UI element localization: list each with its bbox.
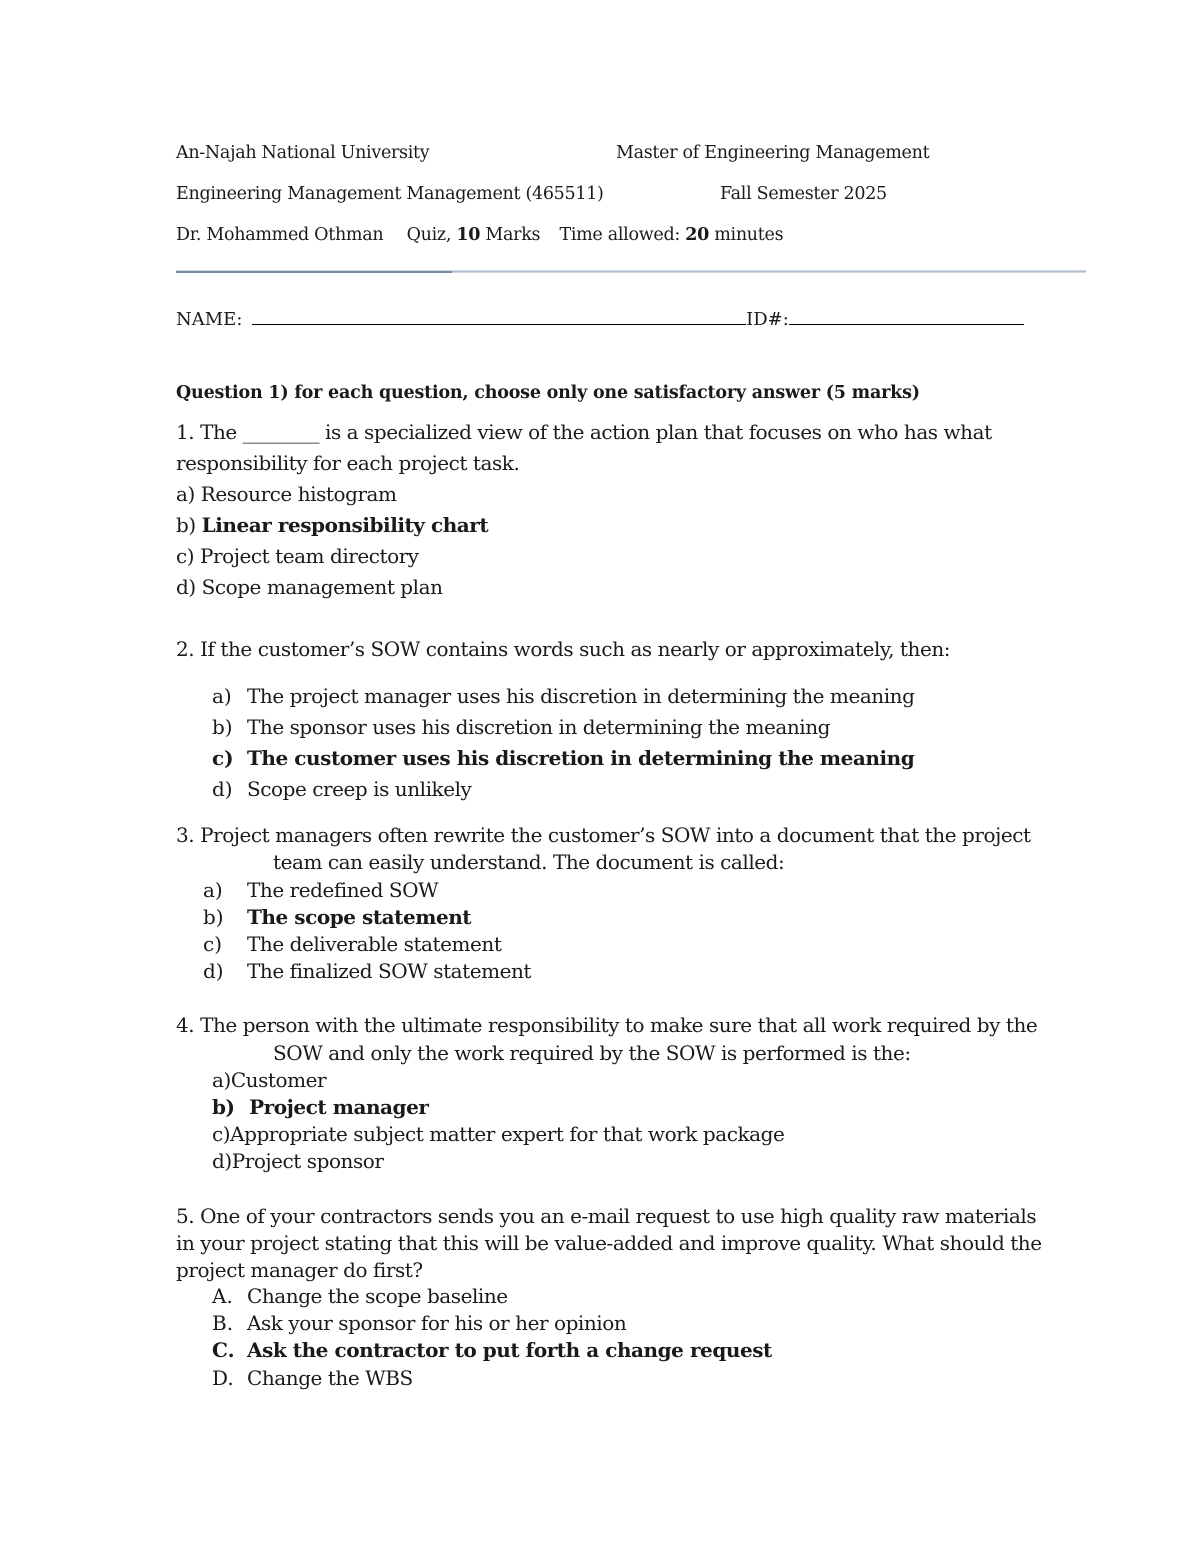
id-label: ID#: xyxy=(746,309,789,330)
q3-option-b-text: The scope statement xyxy=(247,905,472,929)
id-field[interactable] xyxy=(789,306,1024,325)
q4-option-b-letter: b) xyxy=(212,1095,235,1119)
quiz-label: Quiz, xyxy=(406,225,452,245)
q5-option-c-letter: C. xyxy=(212,1338,235,1362)
q5-option-b-text: Ask your sponsor for his or her opinion xyxy=(247,1311,627,1335)
q1-stem-line2: responsibility for each project task. xyxy=(176,451,520,475)
quiz-marks: 10 xyxy=(456,225,481,245)
q1-option-a: a) Resource histogram xyxy=(176,482,397,506)
q4-option-a: a)Customer xyxy=(212,1068,327,1092)
q2-option-c-text: The customer uses his discretion in determining the meaning xyxy=(247,746,915,770)
q2-option-b-text: The sponsor uses his discretion in determining the meaning xyxy=(247,715,830,739)
q3-option-a-text: The redefined SOW xyxy=(247,878,439,902)
q5-stem-line1: 5. One of your contractors sends you an e-mail request to use high quality raw materials xyxy=(176,1204,1037,1228)
q3-option-b-letter: b) xyxy=(203,905,224,929)
q5-option-a-letter: A. xyxy=(212,1284,233,1308)
q2-option-a-text: The project manager uses his discretion in determining the meaning xyxy=(247,684,915,708)
q2-option-c-letter: c) xyxy=(212,746,234,770)
q2-stem: 2. If the customer’s SOW contains words such as nearly or approximately, then: xyxy=(176,637,951,661)
q5-option-a-text: Change the scope baseline xyxy=(247,1284,508,1308)
name-id-row xyxy=(176,306,1024,330)
q3-stem-line2: team can easily understand. The document is called: xyxy=(273,850,785,874)
q3-option-a-letter: a) xyxy=(203,878,223,902)
instructor-line xyxy=(176,225,783,245)
q3-stem-line1: 3. Project managers often rewrite the customer’s SOW into a document that the project xyxy=(176,823,1031,847)
q4-stem-line1: 4. The person with the ultimate responsibility to make sure that all work required by the xyxy=(176,1013,1038,1037)
program-name: Master of Engineering Management xyxy=(616,143,930,163)
q4-option-b xyxy=(212,1095,428,1119)
q2-option-d-text: Scope creep is unlikely xyxy=(247,777,472,801)
q5-stem-line3: project manager do first? xyxy=(176,1258,423,1282)
q3-option-c-letter: c) xyxy=(203,932,223,956)
time-value: 20 xyxy=(685,225,709,245)
header-divider-accent xyxy=(176,271,452,273)
q2-option-b-letter: b) xyxy=(212,715,233,739)
name-field[interactable] xyxy=(252,306,746,325)
q1-stem-line1: 1. The ________ is a specialized view of the action plan that focuses on who has what xyxy=(176,420,992,444)
university-name: An-Najah National University xyxy=(176,143,430,163)
q5-option-c-text: Ask the contractor to put forth a change request xyxy=(247,1338,772,1362)
semester: Fall Semester 2025 xyxy=(720,184,887,204)
q3-option-c-text: The deliverable statement xyxy=(247,932,502,956)
q4-option-b-text: Project manager xyxy=(249,1095,429,1119)
q4-option-c: c)Appropriate subject matter expert for that work package xyxy=(212,1122,785,1146)
q2-option-a-letter: a) xyxy=(212,684,232,708)
q2-option-d-letter: d) xyxy=(212,777,233,801)
q4-stem-line2: SOW and only the work required by the SOW is performed is the: xyxy=(273,1041,911,1065)
marks-word: Marks xyxy=(485,225,541,245)
time-unit: minutes xyxy=(714,225,784,245)
q1-option-b-letter: b) xyxy=(176,513,196,537)
q3-option-d-letter: d) xyxy=(203,959,224,983)
course-name: Engineering Management Management (465511) xyxy=(176,184,604,204)
q1-option-d: d) Scope management plan xyxy=(176,575,443,599)
time-label: Time allowed: xyxy=(559,225,680,245)
q1-option-b xyxy=(176,513,488,537)
q4-option-d: d)Project sponsor xyxy=(212,1149,384,1173)
question-heading: Question 1) for each question, choose only one satisfactory answer (5 marks) xyxy=(176,383,920,403)
name-label: NAME: xyxy=(176,309,243,330)
q1-option-b-text: Linear responsibility chart xyxy=(201,513,489,537)
q5-option-b-letter: B. xyxy=(212,1311,234,1335)
instructor-name: Dr. Mohammed Othman xyxy=(176,225,384,245)
q5-option-d-text: Change the WBS xyxy=(247,1366,413,1390)
q5-option-d-letter: D. xyxy=(212,1366,234,1390)
q3-option-d-text: The finalized SOW statement xyxy=(247,959,532,983)
q1-option-c: c) Project team directory xyxy=(176,544,419,568)
q5-stem-line2: in your project stating that this will be value-added and improve quality. What should the xyxy=(176,1231,1042,1255)
